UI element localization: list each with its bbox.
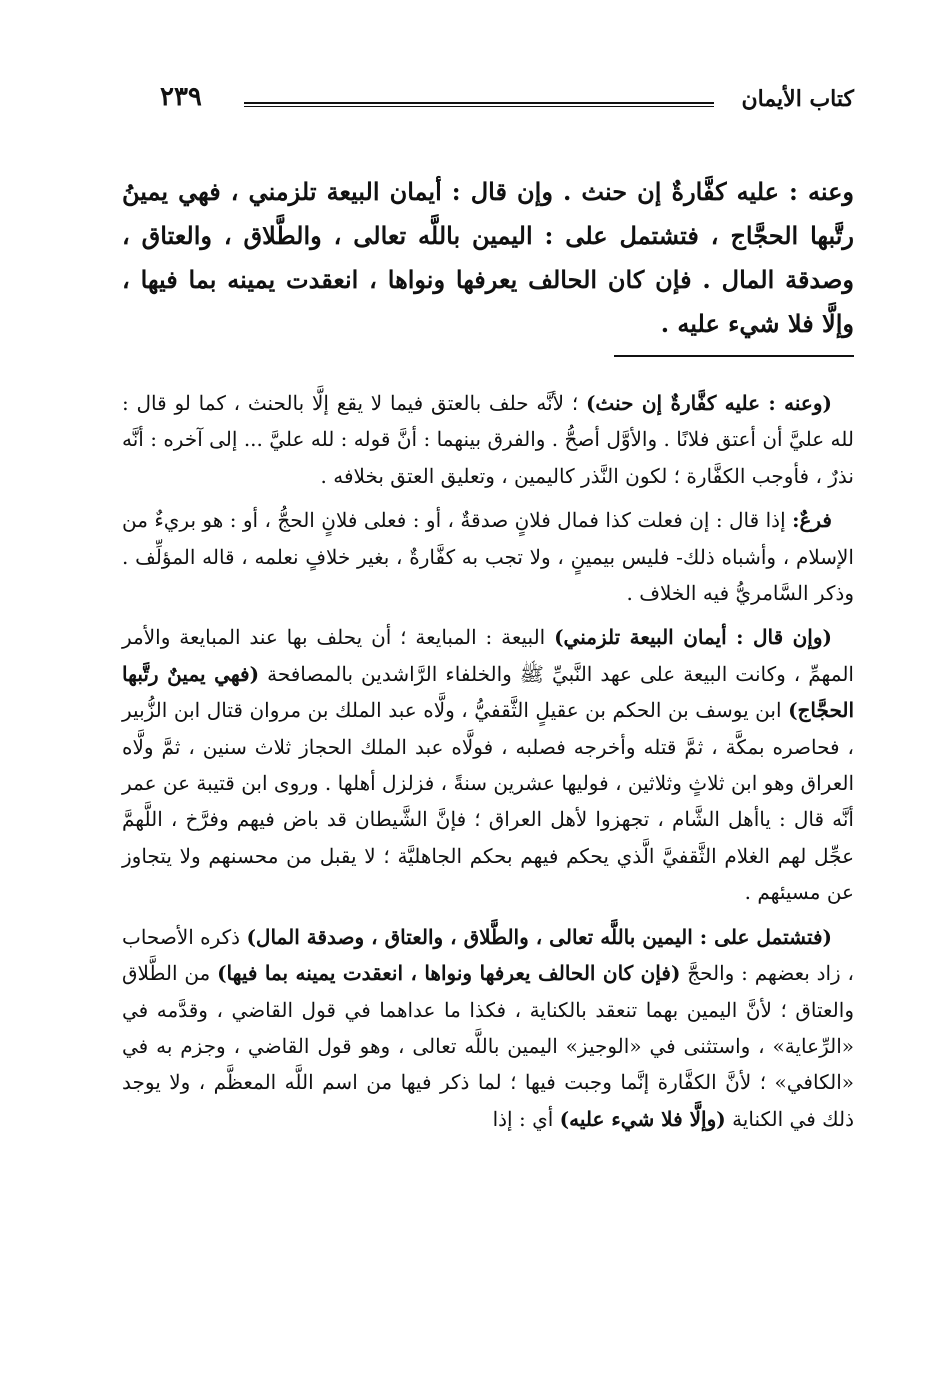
commentary-text: من الطَّلاق والعتاق ؛ لأنَّ اليمين بهما تنعقد بالكناية ، فكذا ما عداهما في قول القاضي ، وقدَّمه في «الرِّعاية» ، واستثنى في «الوجيز» اليمين باللَّه تعالى ، وهو قول القاضي ، وجزم به في «الكافي» ؛ لأنَّ الكفَّارة إنَّما وجبت فيها ؛ لما ذكر فيها من اسم اللَّه المعظَّم ، ولا يوجد ذلك في الكناية	[122, 961, 854, 1131]
quoted-lemma: (وإن قال : أيمان البيعة تلزمني)	[554, 625, 832, 650]
commentary-text: ابن يوسف بن الحكم بن عقيلٍ الثَّقفيُّ ، ولَّاه عبد الملك بن مروان قتال ابن الزُّبير ، فحاصره بمكَّة ، ثمَّ قتله وأخرجه فصلبه ، فولَّاه عبد الملك الحجاز ثلاث سنين ، ثمَّ ولَّاه العراق وهو ابن ثلاثٍ وثلاثين ، فوليها عشرين سنةً ، فزلزل أهلها . وروى ابن قتيبة عن عمر أنَّه قال : ياأهل الشَّام ، تجهزوا لأهل العراق ؛ فإنَّ الشَّيطان قد باض فيهم وفرَّخ ، اللَّهمَّ عجِّل لهم الغلام الثَّقفيَّ الَّذي يحكم فيهم بحكم الجاهليَّة ؛ لا يقبل من محسنهم ولا يتجاوز عن مسيئهم .	[122, 698, 854, 905]
commentary-paragraph	[122, 919, 854, 1137]
quoted-lemma: فرعٌ:	[792, 508, 832, 533]
header-rule	[244, 102, 714, 107]
commentary-paragraph	[122, 619, 854, 910]
page-number: ٢٣٩	[160, 82, 202, 112]
commentary-paragraph	[122, 385, 854, 494]
quoted-lemma: (فتشتمل على : اليمين باللَّه تعالى ، والطَّلاق ، والعتاق ، وصدقة المال)	[246, 924, 832, 949]
commentary-text: ذكره الأصحاب ، زاد بعضهم : والحجَّ	[122, 924, 854, 986]
commentary-divider	[614, 355, 854, 357]
commentary-text: ؛ لأنَّه حلف بالعتق فيما لا يقع إلَّا بالحنث ، كما لو قال : لله عليَّ أن أعتق فلانًا . والأوَّل أصحُّ . والفرق بينهما : أنَّ قوله : لله عليَّ ... إلى آخره : أنَّه نذرٌ ، فأوجب الكفَّارة ؛ لكون النَّذر كاليمين ، وتعليق العتق بخلافه .	[122, 391, 854, 488]
commentary-text: البيعة : المبايعة ؛ أن يحلف بها عند المبايعة والأمر المهمِّ ، وكانت البيعة على عهد النَّبيِّ ﷺ والخلفاء الرَّاشدين بالمصافحة	[122, 625, 854, 686]
commentary	[122, 385, 854, 1145]
commentary-text: أي : إذا	[492, 1106, 560, 1131]
page-header	[160, 80, 854, 120]
running-title: كتاب الأيمان	[741, 86, 854, 112]
quoted-lemma: (فهي يمينٌ رتَّبها الحجَّاج)	[122, 661, 854, 723]
main-text	[122, 170, 854, 346]
quoted-lemma: (وعنه : عليه كفَّارةٌ إن حنث)	[585, 391, 832, 415]
main-text-body: وعنه : عليه كفَّارةٌ إن حنث . وإن قال : أيمان البيعة تلزمني ، فهي يمينُ رتَّبها الحجَّاج ، فتشتمل على : اليمين باللَّه تعالى ، والطَّلاق ، والعتاق ، وصدقة المال . فإن كان الحالف يعرفها ونواها ، انعقدت يمينه بما فيها ، وإلَّا فلا شيء عليه .	[122, 177, 854, 338]
commentary-paragraph	[122, 502, 854, 611]
quoted-lemma: (فإن كان الحالف يعرفها ونواها ، انعقدت يمينه بما فيها)	[217, 961, 681, 986]
commentary-text: إذا قال : إن فعلت كذا فمال فلانٍ صدقةٌ ، أو : فعلى فلانٍ الحجُّ ، أو : هو بريءٌ من الإسلام ، وأشباه ذلك- فليس بيمينٍ ، ولا تجب به كفَّارةٌ ، بغير خلافٍ نعلمه ، قاله المؤلِّف . وذكر السَّامريُّ فيه الخلاف .	[122, 508, 854, 606]
quoted-lemma: (وإلَّا فلا شيء عليه)	[559, 1106, 726, 1131]
